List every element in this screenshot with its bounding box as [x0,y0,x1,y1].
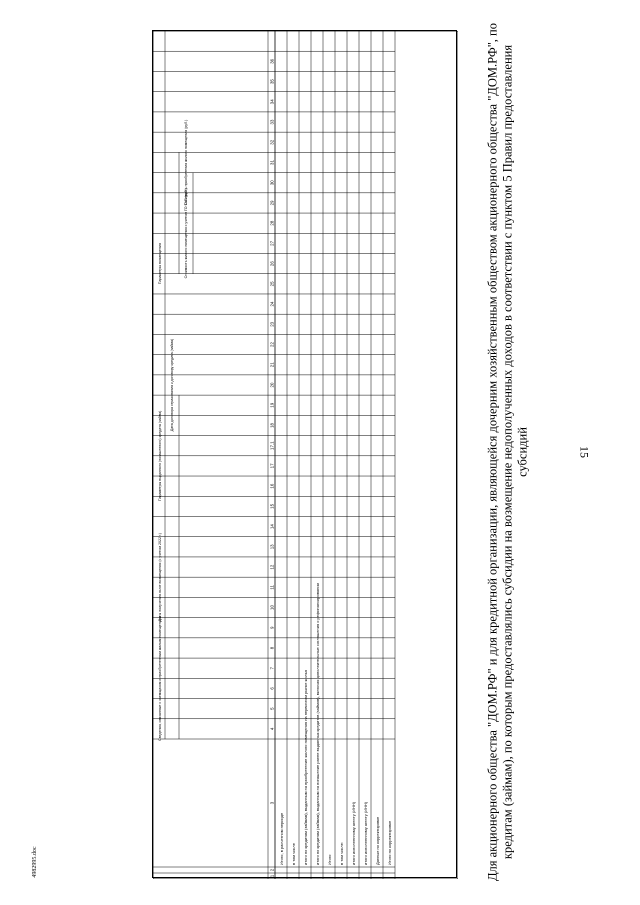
column-number: 16 [269,483,275,489]
column-number: 10 [269,605,275,610]
report-table [153,31,458,879]
column-number: 6 [269,687,275,690]
column-number: 35 [269,79,275,85]
page-title: Для акционерного общества "ДОМ.РФ" и для кредитной организации, являющейся дочерним хозяйственным обществом акционерного общества "ДОМ.РФ", по кредитам (займам), по которым предоставлялись субсидии на возмещение недополученных доходов в соответствии с пунктом 5 Правил предоставления субсидий [485,23,530,882]
column-number: 17 [269,463,275,469]
column-number: 23 [269,321,275,327]
column-number: 32 [269,139,275,145]
table-row-label: Данные по корректировке [375,816,380,865]
table-row-label: в том числе: [339,841,344,865]
column-number: 14 [269,524,275,530]
column-number: 34 [269,99,275,105]
table-row-label: Итого по корректировке [387,820,392,865]
column-number: 7 [269,666,275,670]
column-number: 26 [269,261,275,267]
table-row-label: итого исполненному агенту (ИНН) [363,801,368,865]
column-number: 25 [269,281,275,287]
group-header: Стоимость приобретения жилого помещения (руб.) [184,119,188,206]
column-numbers [270,58,275,877]
column-number: 29 [269,200,275,206]
table-row-label: итого по кредитам (займам), выданным на погашение ранее выданных кредитов (займов), включая дополнительные соглашения о рефинансировании [315,583,320,865]
column-number: 15 [269,503,275,509]
column-number: 9 [269,626,275,629]
column-number: 17.1 [269,441,275,450]
column-number: 3 [269,801,275,805]
group-header: Сведения, связанные с заемщиком и приобретенным жилым помещением [158,615,162,741]
column-number: 19 [269,402,275,408]
group-header: Даты получения льгот возмещения (с учетом 2022 г.) [158,532,162,622]
column-number: 36 [269,58,275,64]
column-number: 11 [269,585,275,590]
page-number: 15 [577,446,592,458]
row-labels [279,583,392,865]
table-row-label: итого по кредитам (займам), выданным на приобретение жилого помещения на первичном рынке жилья [303,669,308,865]
column-number: 28 [269,220,275,226]
column-number: 5 [269,707,275,710]
column-number: 12 [269,564,275,570]
column-number: 22 [269,342,275,347]
group-header: Параметры выданного (погашенного) кредита (займа) [158,410,162,501]
column-number: 27 [269,240,275,246]
column-number: 2 [269,868,275,872]
document-filename: 4982995.doc [32,846,38,878]
column-number: 8 [269,646,275,650]
table-row-label: итого исполненному агенту (ИНН) [351,801,356,865]
column-number: 20 [269,382,275,388]
table-row-label: Итого [327,854,332,865]
column-number: 21 [269,362,275,368]
group-header: Стоимость жилого помещения с учетом ГО ТАП (руб.) [184,188,188,279]
column-number: 30 [269,180,275,186]
table-row-label: в том числе [291,843,296,865]
column-number: 13 [269,544,275,550]
table-grid [153,31,458,879]
group-header: Параметры возмещения [158,243,162,285]
column-number: 4 [269,727,275,731]
table-row-label: Итого, в расчетном периоде [279,812,284,865]
column-number: 24 [269,301,275,307]
column-number: 1 [269,874,275,878]
column-number: 31 [269,160,275,165]
group-header: Дата договора страхования к договору кредита (займа) [170,338,174,432]
column-number: 33 [269,119,275,125]
report-table-frame [152,30,457,878]
column-number: 18 [269,423,275,428]
